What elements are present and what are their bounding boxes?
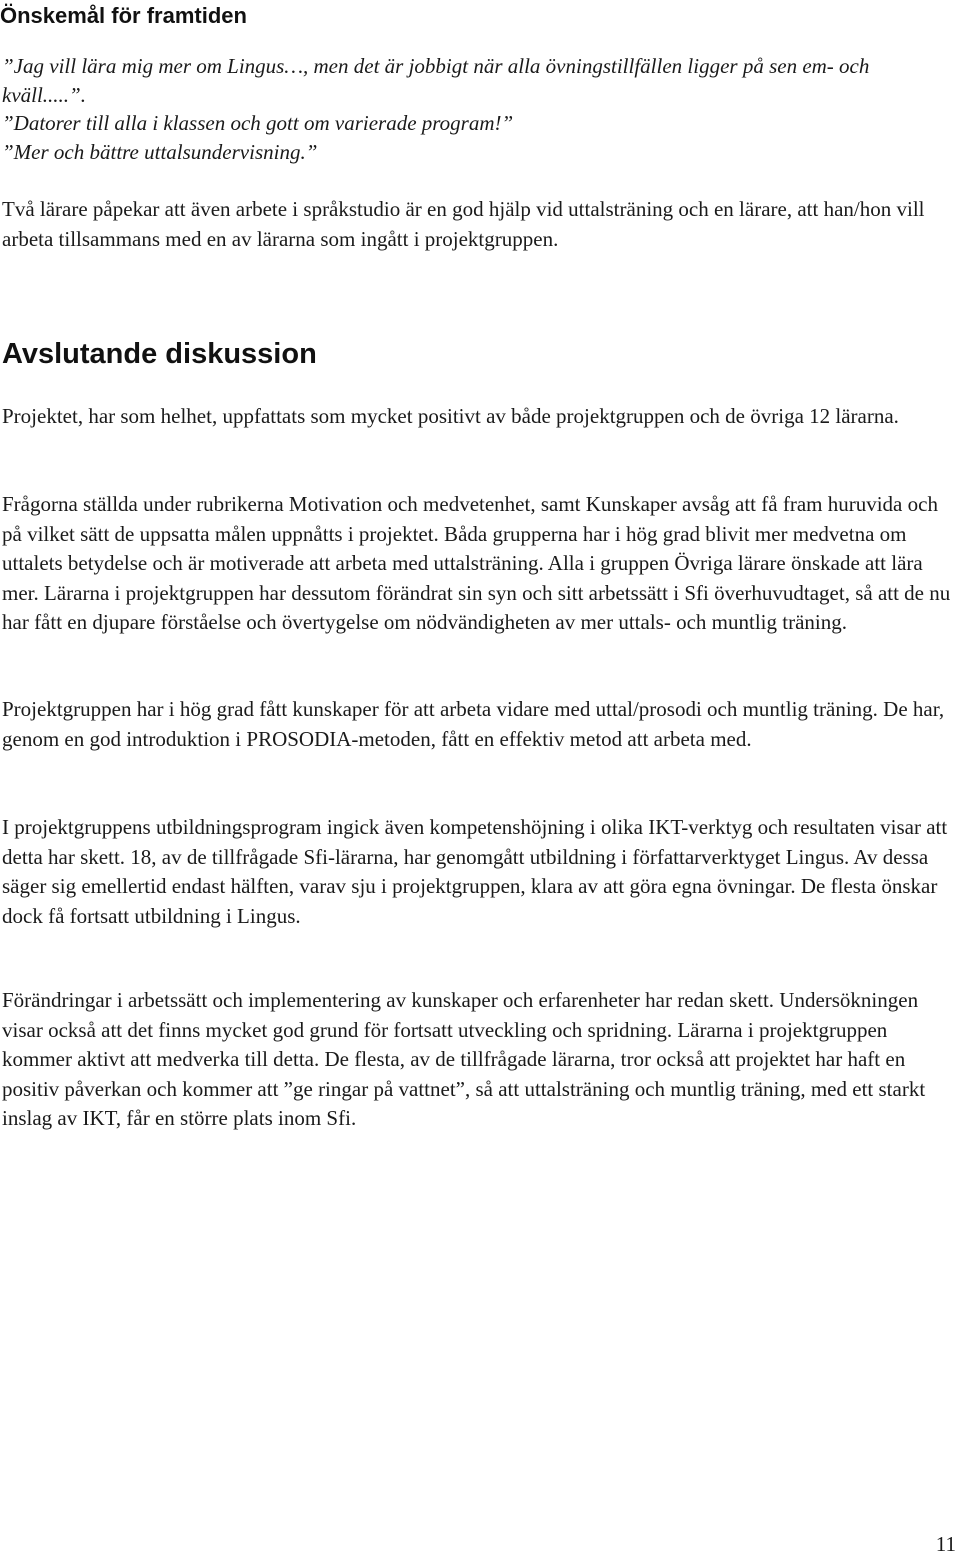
page-number: 11 <box>935 1532 956 1556</box>
quote-pronunciation: ”Mer och bättre uttalsundervisning.” <box>2 139 318 164</box>
paragraph-changes-implementation: Förändringar i arbetssätt och implementering av kunskaper och erfarenheter har redan skett. Undersökningen visar också att det finns mycket god grund för fortsatt utveckling och spridning. Lärarna i projektgruppen kommer aktivt att medverka till detta. De flesta, av de tillfrågade lärarna, tror också att projektet har haft en positiv påverkan och kommer att ”ge ringar på vattnet”, så att uttalsträning och muntlig träning, med ett starkt inslag av IKT, får en större plats inom Sfi. <box>2 988 926 1130</box>
paragraph-ict-training: I projektgruppens utbildningsprogram ingick även kompetenshöjning i olika IKT-verktyg och resultaten visar att detta har skett. 18, av de tillfrågade Sfi-lärarna, har genomgått utbildning i författarverktyget Lingus. Av dessa säger sig emellertid endast hälften, varav sju i projektgruppen, klara av att göra egna övningar. De flesta önskar dock få fortsatt utbildning i Lingus. <box>2 815 948 928</box>
teacher-quotes <box>2 52 952 166</box>
paragraph-project-overall: Projektet, har som helhet, uppfattats som mycket positivt av både projektgruppen och de övriga 12 lärarna. <box>2 404 899 428</box>
quote-lingus: ”Jag vill lära mig mer om Lingus…, men det är jobbigt när alla övningstillfällen ligger på sen em- och kväll.....”. <box>2 54 870 107</box>
section-heading-concluding-discussion: Avslutande diskussion <box>2 338 317 370</box>
section-heading-future-wishes: Önskemål för framtiden <box>0 3 247 28</box>
paragraph-teacher-remarks: Två lärare påpekar att även arbete i språkstudio är en god hjälp vid uttalsträning och en lärare, att han/hon vill arbeta tillsammans med en av lärarna som ingått i projektgruppen. <box>2 197 925 251</box>
paragraph-motivation-awareness: Frågorna ställda under rubrikerna Motivation och medvetenhet, samt Kunskaper avsåg att få fram huruvida och på vilket sätt de uppsatta målen uppnåtts i projektet. Båda grupperna har i hög grad blivit mer medvetna om uttalets betydelse och är motiverade att arbeta med uttalsträning. Alla i gruppen Övriga lärare önskade att lära mer. Lärarna i projektgruppen har dessutom förändrat sin syn och sitt arbetssätt i Sfi överhuvudtaget, så att de nu har fått en djupare förståelse och övertygelse om nödvändigheten av mer uttals- och muntlig träning. <box>2 492 951 634</box>
quote-computers: ”Datorer till alla i klassen och gott om varierade program!” <box>2 111 514 135</box>
paragraph-prosodia-method: Projektgruppen har i hög grad fått kunskaper för att arbeta vidare med uttal/prosodi och muntlig träning. De har, genom en god introduktion i PROSODIA-metoden, fått en effektiv metod att arbeta med. <box>2 697 945 751</box>
